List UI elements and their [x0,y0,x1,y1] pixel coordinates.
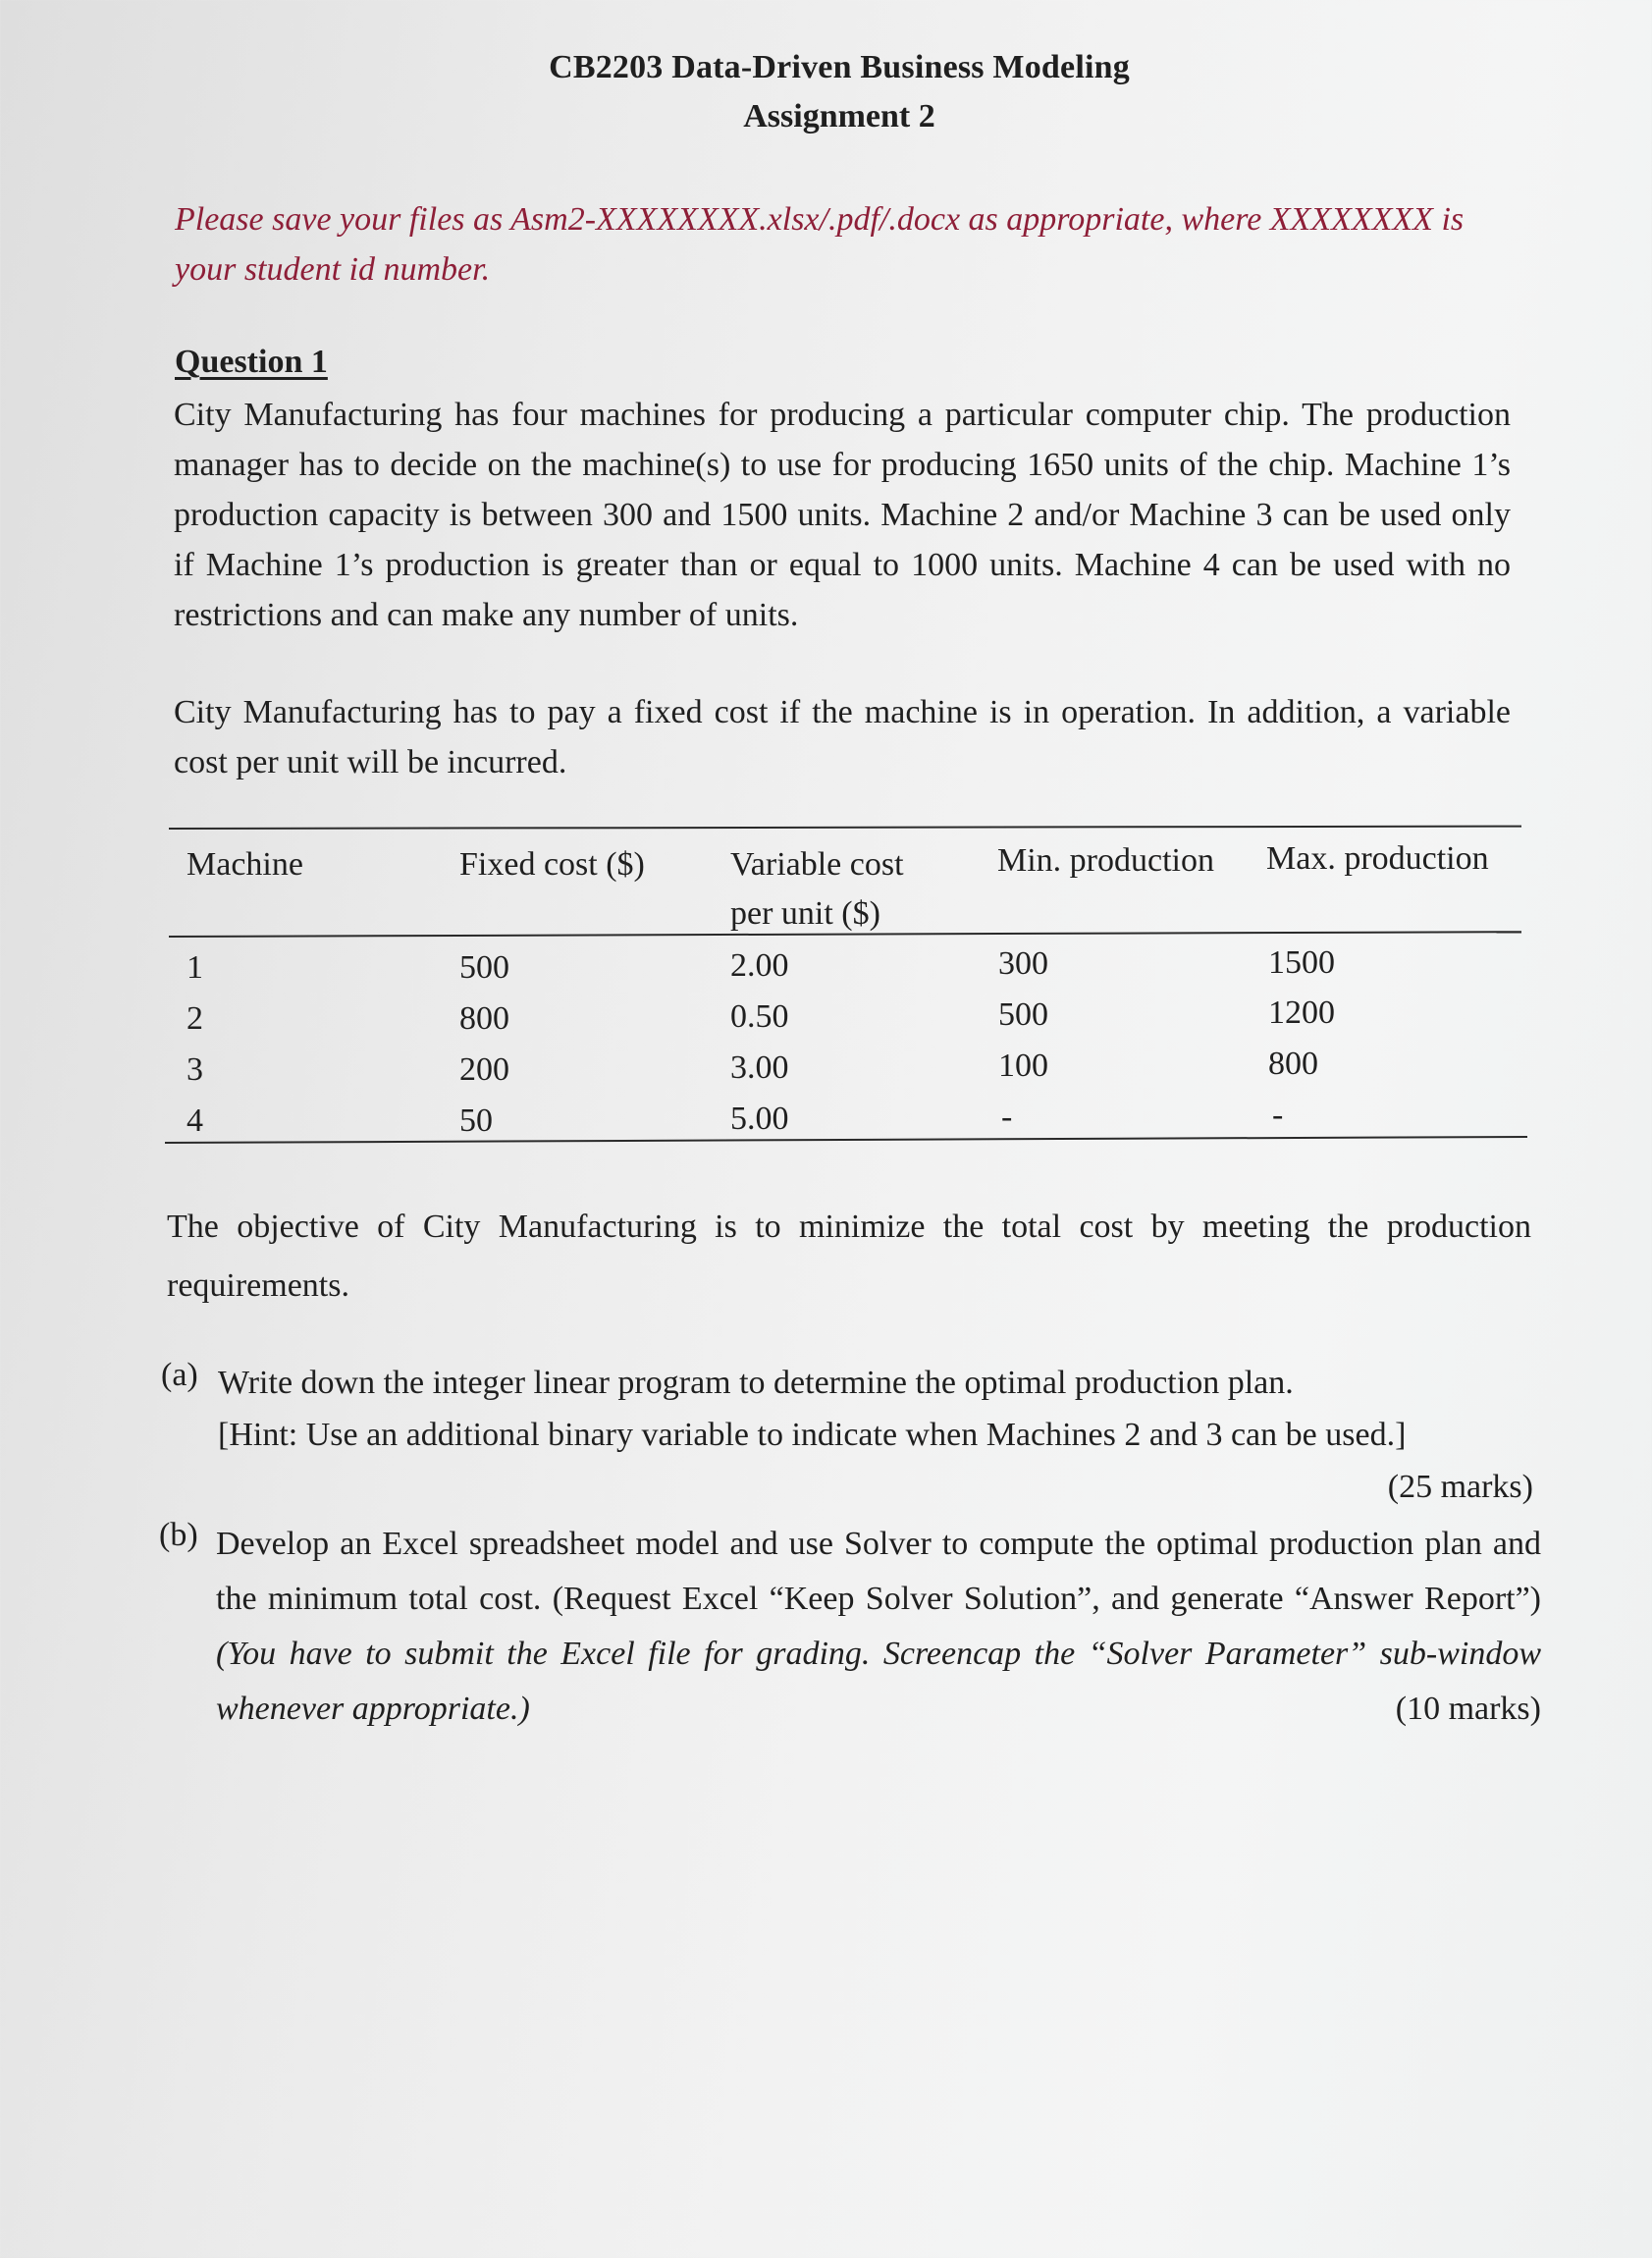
table-cell-variable: 5.00 [730,1101,789,1137]
part-a-hint: [Hint: Use an additional binary variable to indicate when Machines 2 and 3 can be used.] [218,1417,1407,1453]
table-cell-machine: 3 [187,1051,203,1088]
question-paragraph-2: City Manufacturing has to pay a fixed cost if the machine is in operation. In addition, a variable cost per unit will be incurred. [174,694,1511,780]
table-cell-max: 1500 [1268,944,1335,981]
table-cell-machine: 1 [187,949,203,986]
table-cell-min: 300 [998,945,1048,982]
part-a-label: (a) [161,1357,198,1393]
part-b-marks: (10 marks) [1395,1691,1541,1727]
header-min-production: Min. production [997,842,1214,879]
table-cell-min: 100 [998,1048,1048,1084]
table-bottom-rule [165,1136,1527,1144]
table-cell-max: 800 [1268,1046,1318,1082]
table-cell-variable: 2.00 [730,947,789,984]
table-cell-machine: 2 [187,1000,203,1037]
part-b-text: Develop an Excel spreadsheet model and use Solver to compute the optimal production plan and the minimum total cost. (Request Excel “Keep Solver Solution”, and generate “Answer Report”) [216,1526,1541,1617]
table-cell-fixed: 200 [459,1051,509,1088]
part-b-italic-note: (You have to submit the Excel file for grading. Screencap the “Solver Parameter” sub-window whenever appropriate.) [216,1636,1541,1727]
part-a-marks: (25 marks) [1387,1469,1533,1505]
table-cell-min: - [1001,1099,1013,1135]
table-cell-machine: 4 [187,1102,203,1139]
header-max-production: Max. production [1266,840,1489,877]
table-cell-fixed: 50 [459,1102,493,1139]
table-top-rule [169,826,1521,830]
table-cell-min: 500 [998,996,1048,1033]
question-heading: Question 1 [175,344,328,380]
table-cell-max: 1200 [1268,995,1335,1031]
course-title: CB2203 Data-Driven Business Modeling [549,49,1130,85]
header-variable-cost-line1: Variable cost [730,846,904,883]
table-cell-max: - [1272,1097,1284,1133]
table-cell-fixed: 800 [459,1000,509,1037]
question-paragraph-3: The objective of City Manufacturing is to minimize the total cost by meeting the production requirements. [167,1209,1531,1304]
header-variable-cost-line2: per unit ($) [730,895,880,932]
part-a [218,1357,1533,1513]
table-cell-fixed: 500 [459,949,509,986]
part-a-text: Write down the integer linear program to determine the optimal production plan. [218,1365,1294,1401]
part-b-label: (b) [159,1517,198,1553]
file-naming-notice: Please save your files as Asm2-XXXXXXXX.xlsx/.pdf/.docx as appropriate, where XXXXXXXX is your student id number. [175,201,1465,288]
table-cell-variable: 0.50 [730,998,789,1035]
part-b [216,1517,1541,1737]
table-cell-variable: 3.00 [730,1049,789,1086]
header-machine: Machine [187,846,303,883]
assignment-title: Assignment 2 [743,98,935,134]
question-paragraph-1: City Manufacturing has four machines for producing a particular computer chip. The production manager has to decide on the machine(s) to use for producing 1650 units of the chip. Machine 1’s production capacity is between 300 and 1500 units. Machine 2 and/or Machine 3 can be used only if Machine 1’s production is greater than or equal to 1000 units. Machine 4 can be used with no restrictions and can make any number of units. [174,397,1511,633]
header-fixed-cost: Fixed cost ($) [459,846,645,883]
